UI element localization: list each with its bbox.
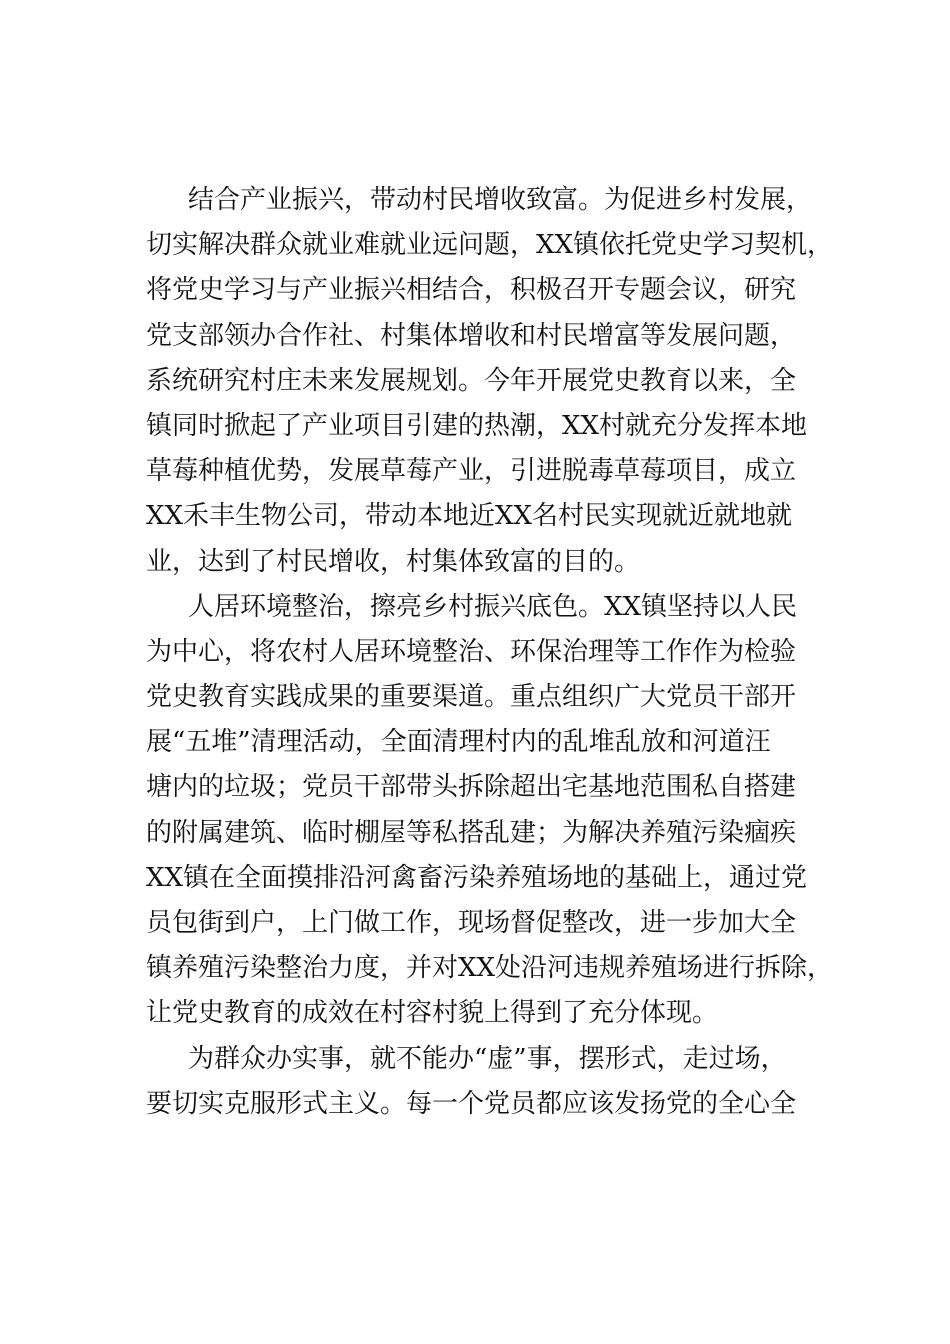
text-line: 将党史学习与产业振兴相结合，积极召开专题会议，研究 xyxy=(146,275,797,306)
text-line: 业，达到了村民增收，村集体致富的目的。 xyxy=(146,546,641,577)
text-line: 草莓种植优势，发展草莓产业，引进脱毒草莓项目，成立 xyxy=(146,456,797,487)
text-line: 的附属建筑、临时棚屋等私搭乱建；为解决养殖污染痼疾 xyxy=(146,817,797,848)
paragraph-industry xyxy=(146,178,834,585)
text-line: XX禾丰生物公司，带动本地近XX名村民实现就近就地就 xyxy=(146,501,793,532)
paragraph-practical-affairs xyxy=(146,1037,826,1127)
text-line: 让党史教育的成效在村容村貌上得到了充分体现。 xyxy=(146,998,719,1029)
text-line: 展“五堆”清理活动，全面清理村内的乱堆乱放和河道汪 xyxy=(146,727,771,758)
text-line: 人居环境整治，擦亮乡村振兴底色。XX镇坚持以人民 xyxy=(188,591,798,622)
paragraph-environment xyxy=(146,585,834,1037)
text-line: 要切实克服形式主义。每一个党员都应该发扬党的全心全 xyxy=(146,1088,797,1119)
text-line: 结合产业振兴，带动村民增收致富。为促进乡村发展， xyxy=(188,185,813,215)
document-body xyxy=(146,178,834,1127)
text-line: 系统研究村庄未来发展规划。今年开展党史教育以来，全 xyxy=(146,365,797,396)
text-line: 切实解决群众就业难就业远问题，XX镇依托党史学习契机， xyxy=(146,230,834,261)
text-line: 镇同时掀起了产业项目引建的热潮，XX村就充分发挥本地 xyxy=(146,410,808,441)
text-line: 塘内的垃圾；党员干部带头拆除超出宅基地范围私自搭建 xyxy=(146,772,797,803)
text-line: 党支部领办合作社、村集体增收和村民增富等发展问题， xyxy=(146,320,797,351)
text-line: 党史教育实践成果的重要渠道。重点组织广大党员干部开 xyxy=(146,682,797,713)
text-line: 员包街到户，上门做工作，现场督促整改，进一步加大全 xyxy=(146,908,797,938)
text-line: XX镇在全面摸排沿河禽畜污染养殖场地的基础上，通过党 xyxy=(146,862,808,893)
text-line: 为中心，将农村人居环境整治、环保治理等工作作为检验 xyxy=(146,636,797,667)
text-line: 镇养殖污染整治力度，并对XX处沿河违规养殖场进行拆除， xyxy=(146,953,834,984)
text-line: 为群众办实事，就不能办“虚”事，摆形式，走过场， xyxy=(188,1043,787,1074)
